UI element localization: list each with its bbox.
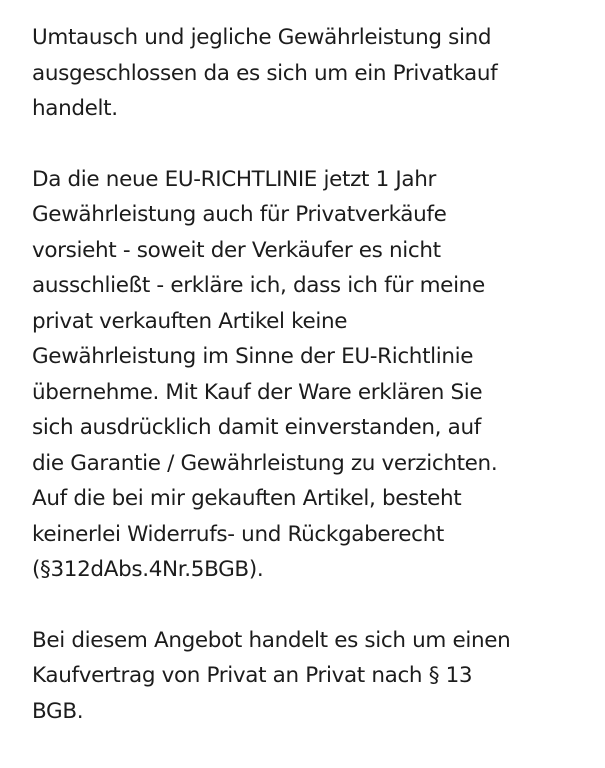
text-line: Gewährleistung auch für Privatverkäufe xyxy=(32,202,447,227)
text-line: privat verkauften Artikel keine xyxy=(32,308,348,334)
text-line: vorsieht - soweit der Verkäufer es nicht xyxy=(32,237,441,263)
text-line: keinerlei Widerrufs- und Rückgaberecht xyxy=(32,521,444,547)
text-line: Kaufvertrag von Privat an Privat nach § 13 xyxy=(32,663,473,688)
text-line: übernehme. Mit Kauf der Ware erklären Sie xyxy=(32,379,483,405)
text-line: Da die neue EU-RICHTLINIE jetzt 1 Jahr xyxy=(32,166,436,192)
text-line: Umtausch und jegliche Gewährleistung sind xyxy=(32,25,492,50)
text-line: BGB. xyxy=(32,698,84,724)
text-line: die Garantie / Gewährleistung zu verzichten. xyxy=(32,450,498,476)
text-line: Bei diesem Angebot handelt es sich um einen xyxy=(32,627,511,653)
text-line: Gewährleistung im Sinne der EU-Richtlinie xyxy=(32,344,474,369)
text-line: sich ausdrücklich damit einverstanden, auf xyxy=(32,415,481,440)
text-line: (§312dAbs.4Nr.5BGB). xyxy=(32,557,264,582)
text-line: Auf die bei mir gekauften Artikel, besteht xyxy=(32,486,462,511)
paragraph-no-warranty xyxy=(32,20,581,127)
paragraph-private-sale xyxy=(32,623,581,730)
text-line: ausgeschlossen da es sich um ein Privatkauf xyxy=(32,60,498,86)
text-line: ausschließt - erkläre ich, dass ich für meine xyxy=(32,273,485,298)
paragraph-eu-directive xyxy=(32,162,581,588)
text-line: handelt. xyxy=(32,96,118,121)
